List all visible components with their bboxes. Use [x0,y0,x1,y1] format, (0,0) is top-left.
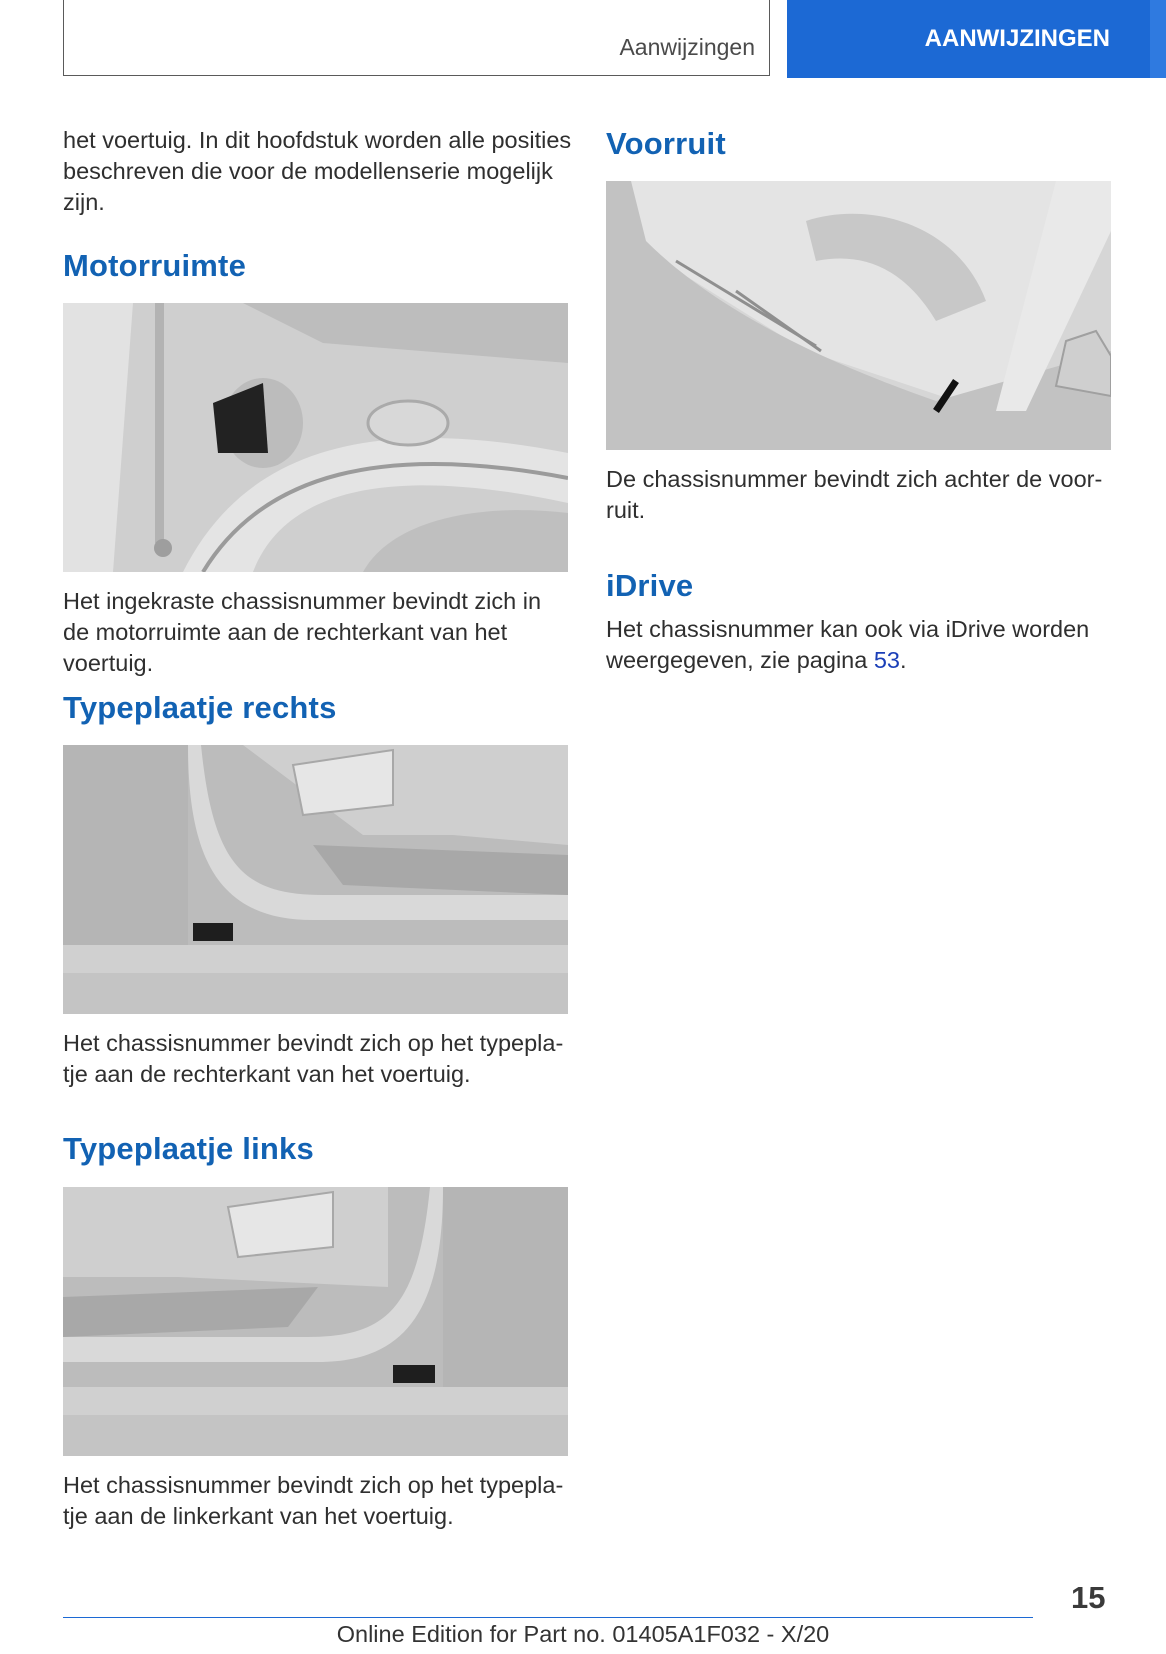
header-chapter-tab-label: AANWIJZINGEN [924,25,1110,52]
header-box [63,0,770,76]
idrive-text-end: . [899,647,907,673]
idrive-paragraph [606,614,1116,676]
caption-typeplaatje-links: Het chassisnummer bevindt zich op het typeplatje aan de linkerkant van het voertuig. [63,1472,564,1529]
footer-divider [63,1617,1033,1618]
heading-idrive: iDrive [606,568,694,603]
door-sill-left-photo [63,1187,568,1456]
header-tab-edge [1150,0,1166,78]
intro-paragraph: het voertuig. In dit hoofdstuk worden alle posities beschreven die voor de modellenserie mogelijk zijn. [63,127,572,215]
engine-bay-photo [63,303,568,572]
windshield-photo [606,181,1111,450]
header-section-label: Aanwijzingen [619,34,755,60]
header-chapter-tab[interactable] [787,0,1150,78]
caption-motorruimte: Het ingekraste chassisnummer bevindt zich in de motorruimte aan de rechterkant van het voertuig. [63,588,542,676]
door-sill-right-photo [63,745,568,1014]
heading-motorruimte: Motorruimte [63,248,247,283]
heading-typeplaatje-rechts: Typeplaatje rechts [63,690,337,725]
idrive-text: Het chassisnummer kan ook via iDrive worden weergegeven, zie pagina [606,616,1090,673]
page-link-53[interactable]: 53 [873,647,900,673]
page-number: 15 [1071,1580,1106,1615]
heading-typeplaatje-links: Typeplaatje links [63,1131,314,1166]
caption-voorruit: De chassisnummer bevindt zich achter de voorruit. [606,466,1103,523]
footer-edition: Online Edition for Part no. 01405A1F032 - X/20 [336,1621,830,1647]
heading-voorruit: Voorruit [606,126,726,161]
caption-typeplaatje-rechts: Het chassisnummer bevindt zich op het typeplatje aan de rechterkant van het voertuig. [63,1030,564,1087]
